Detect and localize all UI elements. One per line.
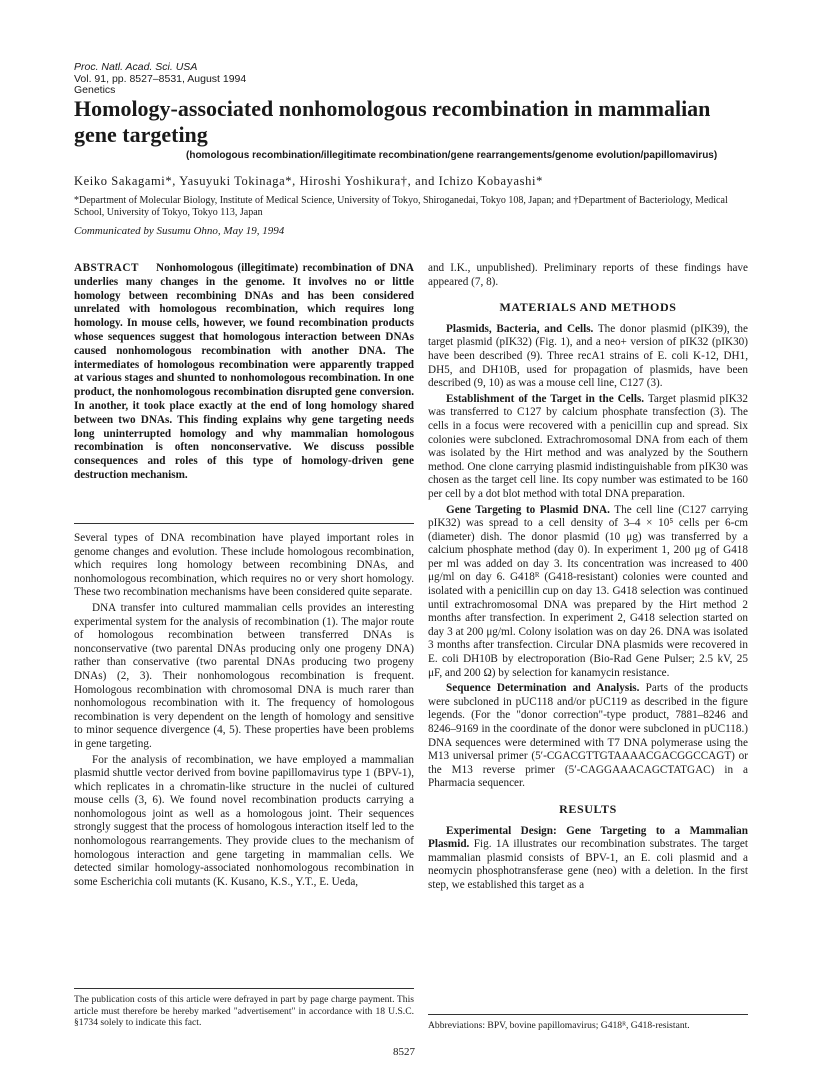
results-text: Fig. 1A illustrates our recombination substrates. The target mammalian plasmid consists of BPV-1, an E. coli plasmid and a neomycin phosphotransferase gene (neo) with a deletion. In the first step, we established this target as a [428, 838, 748, 891]
run-in-heading: Sequence Determination and Analysis. [446, 682, 640, 695]
run-in-heading: Plasmids, Bacteria, and Cells. [446, 322, 594, 335]
abbreviations: Abbreviations: BPV, bovine papillomavirus; G418ᴿ, G418-resistant. [428, 1020, 690, 1031]
methods-text-3: The cell line (C127 carrying pIK32) was spread to a cell density of 3–4 × 10⁵ cells per 6-cm (diameter) dish. The donor plasmid (10 μg) was transferred by a calcium phosphate method (day 0). In experiment 1, 200 μg of G418 per ml was added on day 3. Its concentration was increased to 400 μg/ml on day 6. G418ᴿ (G418-resistant) colonies were counted and isolated with a penicillin cup on day 13. G418 selection was continued until extrachromosomal DNA was prepared by the Hirt method 2 months after transfection. In experiment 2, G418 selection started on day 3 at 200 μg/ml. Colony isolation was on day 26. DNA was isolated 3 months after transfection. Circular DNA plasmids were recovered in E. coli DH10B by electroporation (Bio-Rad Gene Pulser; 2.5 kV, 25 μF, and 200 Ω) by selection for kanamycin resistance. [428, 503, 748, 679]
results-heading: RESULTS [559, 801, 617, 816]
run-in-heading: Establishment of the Target in the Cells. [446, 392, 645, 405]
intro-paragraph-1: Several types of DNA recombination have played important roles in genome changes and evolution. These include homologous recombination, which requires long homology between recombining DNAs, and nonhomologous recombination, which requires no or very short homology. These two recombination mechanisms have been considered quite separate. [74, 532, 414, 599]
methods-text-2: Target plasmid pIK32 was transferred to C127 by calcium phosphate transfection (3). The cells in a focus were recovered with a penicillin cup and spread. Six colonies were subcloned. Extrachromosomal DNA from each of them was isolated by the Hirt method and was analyzed by the Southern method. One clone carrying plasmid indistinguishable from pIK30 was chosen as the target cell line. Its copy number was estimated to be 160 per cell by a dot blot method with total DNA preparation. [428, 392, 748, 500]
abstract-divider [74, 523, 414, 524]
communicated-by: Communicated by Susumu Ohno, May 19, 1994 [74, 225, 285, 237]
section-label: Genetics [74, 84, 116, 96]
run-in-heading: Gene Targeting to Plasmid DNA. [446, 503, 610, 516]
methods-heading: MATERIALS AND METHODS [499, 300, 677, 315]
right-column [428, 262, 748, 895]
author-list: Keiko Sakagami*, Yasuyuki Tokinaga*, Hiroshi Yoshikura†, and Ichizo Kobayashi* [74, 174, 543, 188]
abbrev-divider [428, 1014, 748, 1015]
abstract-text: Nonhomologous (illegitimate) recombination of DNA underlies many changes in the genome. It involves no or little homology between recombining DNAs and has been considered unrelated with homologous recombination, which requires long homology. In mouse cells, however, we found recombination products whose sequences suggest that homologous interaction between DNAs caused nonhomologous recombination with another DNA. The intermediates of homologous recombination were apparently trapped at various stages and shunted to nonhomologous recombination. In one product, the nonhomologous recombination disrupted gene conversion. In another, it took place exactly at the end of long homology shared between two DNAs. This finding explains why gene targeting needs long uninterrupted homology and why mammalian homologous recombination is often nonconservative. We discuss possible consequences and roles of this type of homology-driven gene destruction mechanism. [74, 262, 414, 481]
methods-text-1: The donor plasmid (pIK39), the target plasmid (pIK32) (Fig. 1), and a neo+ version of pIK32 (pIK30) have been described (9). Three recA1 strains of E. coli K-12, DH1, DH5, and DH10B, used for propagation of plasmids, have been described (9, 10) as was a mouse cell line, C127 (3). [428, 322, 748, 390]
run-in-heading: Experimental Design: Gene Targeting to a Mammalian Plasmid. [428, 824, 748, 851]
abstract-heading: ABSTRACT [74, 262, 139, 274]
results-paragraph-1 [428, 825, 748, 893]
volume-info: Vol. 91, pp. 8527–8531, August 1994 [74, 72, 247, 85]
right-continuation: and I.K., unpublished). Preliminary reports of these findings have appeared (7, 8). [428, 262, 748, 288]
footnote-divider [74, 988, 414, 989]
methods-paragraph-2 [428, 393, 748, 502]
article-title: Homology-associated nonhomologous recombination in mammalian gene targeting [74, 96, 711, 147]
intro-paragraph-3: For the analysis of recombination, we have employed a mammalian plasmid shuttle vector derived from bovine papillomavirus type 1 (BPV-1), which replicates in a chromatin-like structure in the nuclei of cultured mouse cells (3, 6). We found novel recombination products carrying a nonhomologous joint as well as a homologous joint. Their sequences strongly suggest that the process of homologous interaction itself led to the nonhomologous rearrangements. They provide clues to the mechanism of homologous interaction and gene targeting in mammalian cells. We detected similar homology-associated nonhomologous recombination in some Escherichia coli mutants (K. Kusano, K.S., Y.T., E. Ueda, [74, 753, 414, 888]
methods-paragraph-3 [428, 504, 748, 681]
affiliation: *Department of Molecular Biology, Institute of Medical Science, University of Tokyo, Shiroganedai, Tokyo 108, Japan; and †Department of Bacteriology, Medical School, University of Tokyo, Tokyo 113, Japan [74, 195, 728, 218]
page-number: 8527 [393, 1046, 415, 1058]
intro-paragraph-2: DNA transfer into cultured mammalian cells provides an interesting experimental system for the analysis of recombination (1). The major route of homologous recombination between transferred DNAs is nonconservative (two parental DNAs producing only one progeny DNA) rather than conservative (two parental DNAs producing two progeny DNAs) (2, 3). Their nonhomologous recombination is frequent. Homologous recombination with chromosomal DNA is much rarer than nonhomologous recombination with it. The frequency of homologous recombination is very dependent on the length of homology and sensitive to minor sequence divergence (4, 5). These properties have been problems in gene targeting. [74, 601, 414, 750]
journal-header [74, 62, 246, 97]
keywords: (homologous recombination/illegitimate recombination/gene rearrangements/genome evolution/papillomavirus) [186, 150, 718, 161]
intro-column [74, 532, 414, 891]
methods-paragraph-1 [428, 323, 748, 391]
publication-footnote: The publication costs of this article were defrayed in part by page charge payment. This article must therefore be hereby marked "advertisement" in accordance with 18 U.S.C. §1734 solely to indicate this fact. [74, 994, 414, 1029]
journal-name: Proc. Natl. Acad. Sci. USA [74, 61, 198, 73]
abstract [74, 262, 414, 483]
methods-paragraph-4 [428, 682, 748, 791]
methods-text-4: Parts of the products were subcloned in pUC118 and/or pUC119 as described in the figure legends. (For the "donor correction"-type product, 7881–8246 and 8246–9169 in the coordinate of the donor were subcloned in pUC118.) DNA sequences were determined with T7 DNA polymerase using the M13 universal primer (5′-CGACGTTGTAAAACGACGGCCAGT) or the M13 reverse primer (5′-CAGGAAACAGCTATGAC) in a Pharmacia sequencer. [428, 682, 749, 790]
